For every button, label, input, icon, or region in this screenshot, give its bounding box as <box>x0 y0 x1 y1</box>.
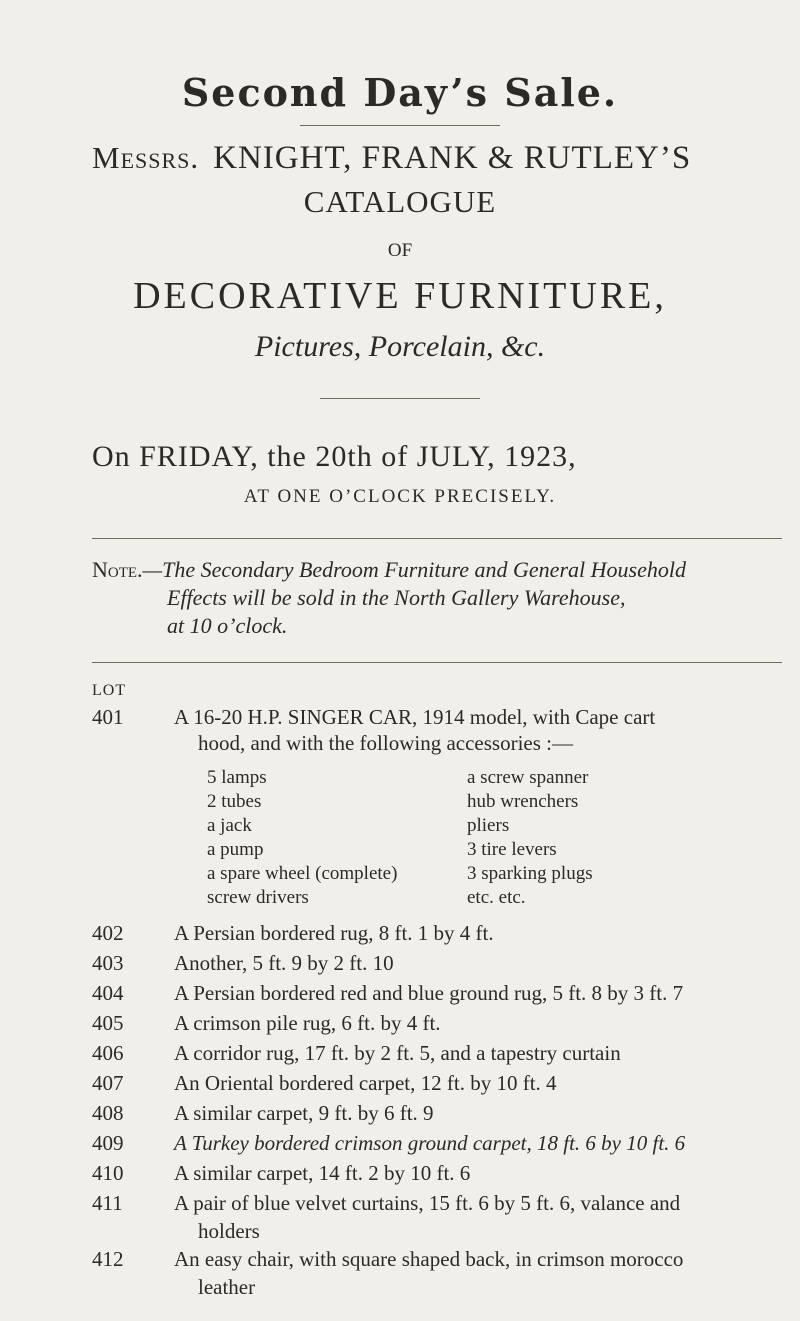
note-line-2: Effects will be sold in the North Gallery Warehouse, <box>167 585 626 610</box>
sale-rule <box>92 538 782 539</box>
accessory-item: a spare wheel (complete) <box>207 863 398 884</box>
lot-description: A Persian bordered rug, 8 ft. 1 by 4 ft. <box>174 921 494 945</box>
note-line-3: at 10 o’clock. <box>167 613 288 638</box>
lot-description: A crimson pile rug, 6 ft. by 4 ft. <box>174 1011 441 1035</box>
accessory-item: 3 tire levers <box>467 839 557 860</box>
accessory-item: a pump <box>207 839 264 860</box>
lot-list <box>92 918 782 1300</box>
firm-name: KNIGHT, FRANK & RUTLEY’S <box>213 140 692 176</box>
lot-408 <box>92 1098 782 1128</box>
accessory-item: a jack <box>207 815 252 836</box>
lot-number: 410 <box>92 1161 124 1185</box>
lot-407 <box>92 1068 782 1098</box>
note-rule <box>92 662 782 663</box>
lot-description: An Oriental bordered carpet, 12 ft. by 10 ft. 4 <box>174 1071 557 1095</box>
lot-409 <box>92 1128 782 1158</box>
lot-number: 411 <box>92 1191 123 1215</box>
accessory-item: pliers <box>467 815 510 836</box>
note-line-1: —The Secondary Bedroom Furniture and General Household <box>142 557 686 582</box>
lot-description: Another, 5 ft. 9 by 2 ft. 10 <box>174 951 394 975</box>
lot-401-line-1: A 16-20 H.P. SINGER CAR, 1914 model, with Cape cart <box>174 705 656 729</box>
lot-number: 402 <box>92 921 124 945</box>
lot-402 <box>92 918 782 948</box>
lot-description: A similar carpet, 14 ft. 2 by 10 ft. 6 <box>174 1161 471 1185</box>
lot-411-line-2: holders <box>198 1219 260 1243</box>
messrs-label: Messrs. <box>92 140 200 175</box>
lot-description: A corridor rug, 17 ft. by 2 ft. 5, and a tapestry curtain <box>174 1041 621 1065</box>
lot-410 <box>92 1158 782 1188</box>
lot-405 <box>92 1008 782 1038</box>
catalogue-title: CATALOGUE <box>303 184 497 219</box>
lot-number: 412 <box>92 1247 124 1271</box>
lot-number: 408 <box>92 1101 124 1125</box>
lot-description: A Turkey bordered crimson ground carpet, 18 ft. 6 by 10 ft. 6 <box>174 1131 686 1155</box>
lot-description <box>174 1188 782 1244</box>
lot-412 <box>92 1244 782 1300</box>
accessory-item: a screw spanner <box>467 767 589 788</box>
headline: Second Day’s Sale. <box>181 70 619 115</box>
lot-412-line-1: An easy chair, with square shaped back, in crimson morocco <box>174 1247 684 1271</box>
firm-line <box>92 140 691 177</box>
lot-406 <box>92 1038 782 1068</box>
lot-404 <box>92 978 782 1008</box>
headline-rule <box>300 125 500 126</box>
lot-description: A similar carpet, 9 ft. by 6 ft. 9 <box>174 1101 434 1125</box>
sale-date: On FRIDAY, the 20th of JULY, 1923, <box>92 440 577 473</box>
note <box>92 556 772 640</box>
subtitle: Pictures, Porcelain, &c. <box>254 330 546 363</box>
lot-description: A Persian bordered red and blue ground rug, 5 ft. 8 by 3 ft. 7 <box>174 981 684 1005</box>
lot-column-header: LOT <box>92 682 127 699</box>
accessory-item: 3 sparking plugs <box>467 863 593 884</box>
subtitle-rule <box>320 398 480 399</box>
lot-number: 403 <box>92 951 124 975</box>
lot-number: 405 <box>92 1011 124 1035</box>
accessories-left-column <box>207 766 457 910</box>
lot-411-line-1: A pair of blue velvet curtains, 15 ft. 6 by 5 ft. 6, valance and <box>174 1191 681 1215</box>
lot-403 <box>92 948 782 978</box>
main-title: DECORATIVE FURNITURE, <box>133 275 667 317</box>
lot-412-line-2: leather <box>198 1275 256 1299</box>
note-label: Note. <box>92 557 143 582</box>
accessory-item: hub wrenchers <box>467 791 579 812</box>
lot-description <box>174 704 782 756</box>
accessory-item: 5 lamps <box>207 767 267 788</box>
accessories-right-column <box>467 766 707 910</box>
lot-number: 407 <box>92 1071 124 1095</box>
lot-description <box>174 1244 782 1300</box>
of-label: OF <box>387 240 413 261</box>
lot-number: 409 <box>92 1131 124 1155</box>
lot-number: 404 <box>92 981 124 1005</box>
accessory-item: 2 tubes <box>207 791 262 812</box>
accessory-item: screw drivers <box>207 887 309 908</box>
lot-number: 406 <box>92 1041 124 1065</box>
sale-time: AT ONE O’CLOCK PRECISELY. <box>243 486 557 507</box>
lot-401-line-2: hood, and with the following accessories :— <box>198 731 574 755</box>
lot-number: 401 <box>92 705 124 729</box>
accessory-item: etc. etc. <box>467 887 526 908</box>
lot-411 <box>92 1188 782 1244</box>
lot-401 <box>92 704 782 756</box>
